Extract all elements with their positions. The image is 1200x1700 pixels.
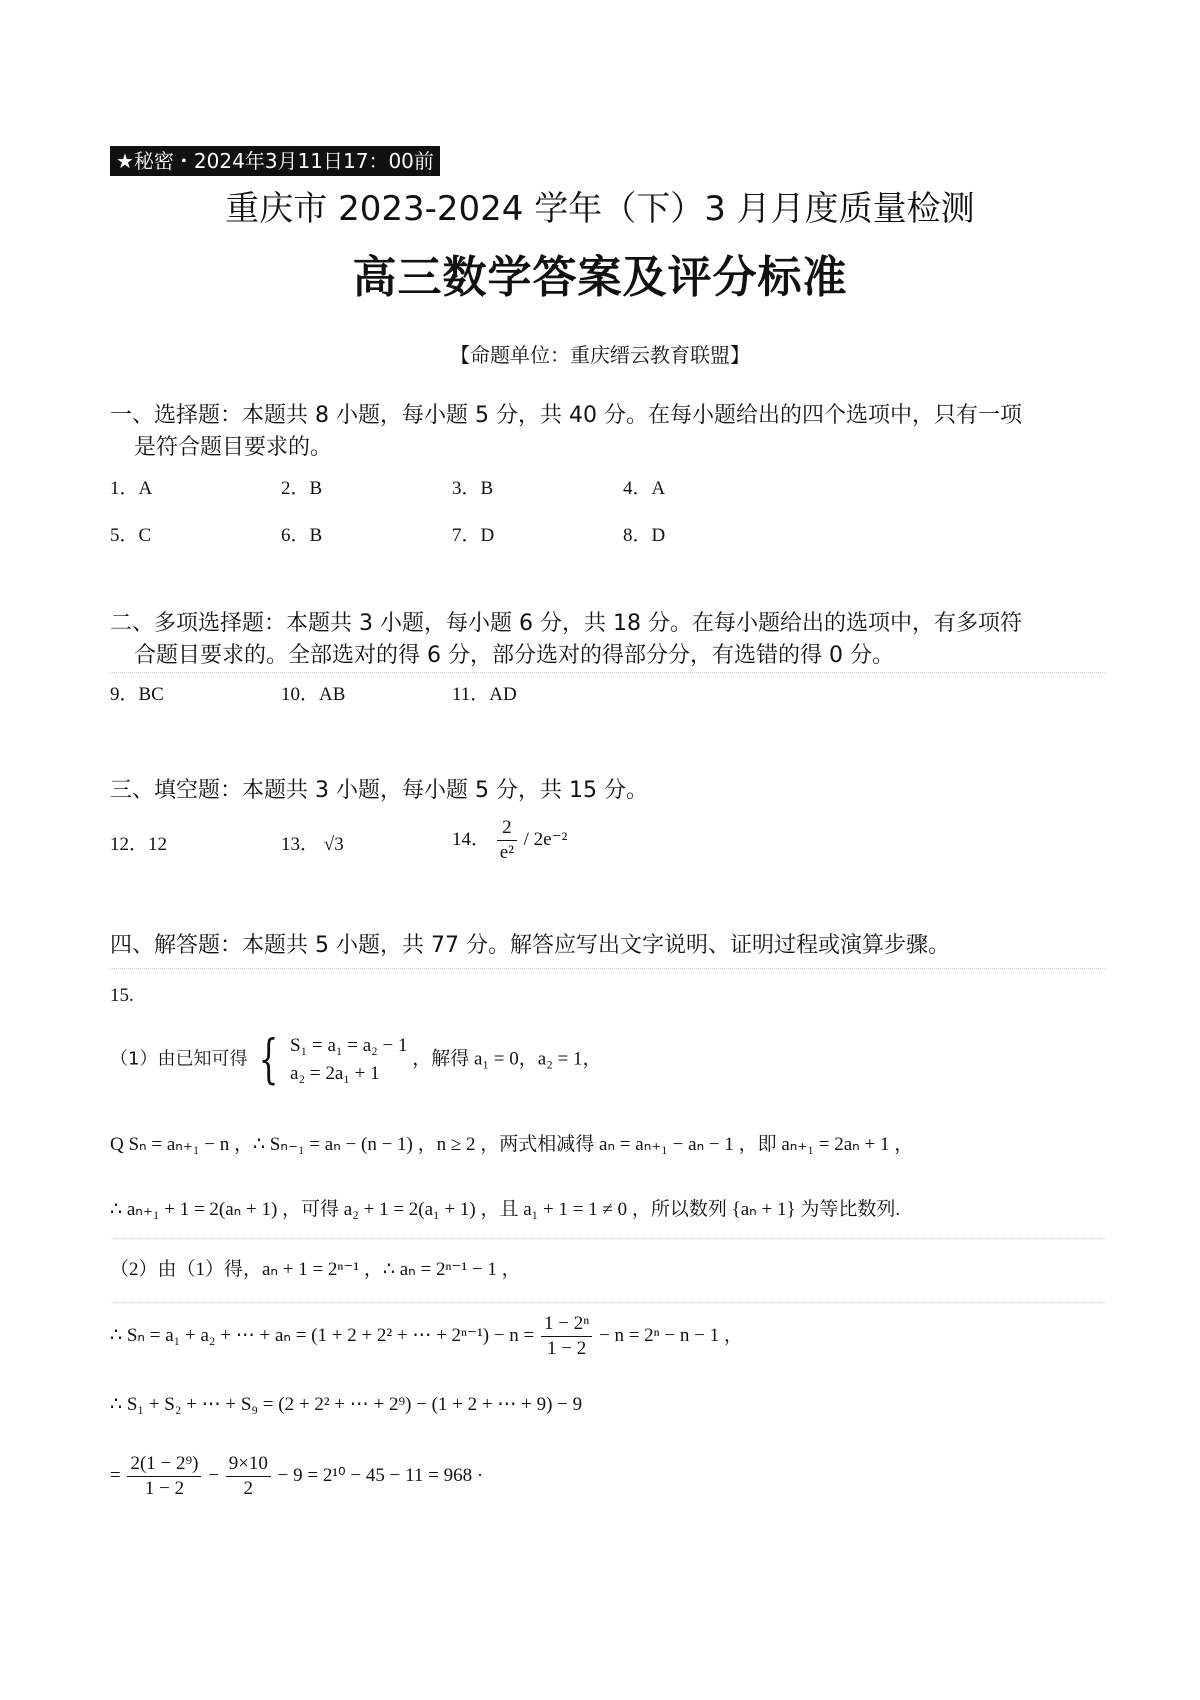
- exam-title: 重庆市 2023-2024 学年（下）3 月月度质量检测: [225, 189, 975, 229]
- section1-line2: 是符合题目要求的。: [134, 435, 333, 460]
- divider: [110, 672, 1105, 673]
- solution-final: [110, 1452, 483, 1501]
- answer-1: 1．A: [110, 478, 153, 499]
- section1-heading: [110, 400, 1100, 464]
- answer-14-numerator: 2: [497, 816, 517, 841]
- answer-key-title: 高三数学答案及评分标准: [352, 252, 848, 303]
- answer-13-value: √3: [323, 834, 344, 855]
- answer-9: 9．BC: [110, 684, 164, 705]
- section3-heading: 三、填空题：本题共 3 小题，每小题 5 分，共 15 分。: [110, 778, 648, 803]
- answer-5: 5．C: [110, 525, 152, 546]
- answer-12: 12．12: [110, 834, 168, 855]
- sum-fraction-numerator: 1 − 2ⁿ: [541, 1312, 592, 1337]
- final-fraction-2: [226, 1452, 271, 1501]
- final-fraction-1: [127, 1452, 201, 1501]
- left-brace-icon: {: [258, 1030, 279, 1090]
- part1-label: （1）由已知可得: [110, 1048, 248, 1070]
- answer-14-label: 14．: [452, 828, 491, 850]
- answer-6: 6．B: [281, 525, 323, 546]
- confidential-badge: ★秘密・2024年3月11日17：00前: [110, 146, 440, 176]
- solution-part2-line1: （2）由（1）得，aₙ + 1 = 2ⁿ⁻¹ ，∴ aₙ = 2ⁿ⁻¹ − 1 ，: [110, 1259, 521, 1280]
- solution-sum-formula: [110, 1312, 743, 1361]
- question-15-number: 15.: [110, 985, 134, 1006]
- equation-system: [290, 1032, 407, 1088]
- sum-formula-right: − n = 2ⁿ − n − 1 ，: [598, 1324, 743, 1346]
- divider: [110, 1302, 1105, 1303]
- final-result: − 9 = 2¹⁰ − 45 − 11 = 968 ·: [277, 1464, 484, 1486]
- sum-fraction-denominator: 1 − 2: [547, 1338, 587, 1359]
- issuing-unit: 【命题单位：重庆缙云教育联盟】: [450, 343, 750, 367]
- divider: [110, 1238, 1105, 1239]
- sum-formula-left: ∴ Sₙ = a₁ + a₂ + ⋯ + aₙ = (1 + 2 + 2² + ⋯ + 2ⁿ⁻¹) − n =: [110, 1324, 535, 1346]
- final-fraction-2-denominator: 2: [243, 1478, 254, 1499]
- section2-heading: [110, 608, 1100, 672]
- solution-total-sum: ∴ S₁ + S₂ + ⋯ + S₉ = (2 + 2² + ⋯ + 2⁹) − (1 + 2 + ⋯ + 9) − 9: [110, 1394, 583, 1415]
- answer-3: 3．B: [452, 478, 494, 499]
- answer-7: 7．D: [452, 525, 495, 546]
- answer-14-denominator: e²: [499, 842, 514, 863]
- final-fraction-1-denominator: 1 − 2: [144, 1478, 185, 1499]
- section4-heading: 四、解答题：本题共 5 小题，共 77 分。解答应写出文字说明、证明过程或演算步骤。: [110, 933, 950, 958]
- system-equation-2: a₂ = 2a₁ + 1: [290, 1063, 380, 1084]
- final-fraction-1-numerator: 2(1 − 2⁹): [127, 1452, 201, 1477]
- answer-13: [281, 832, 344, 858]
- answer-2: 2．B: [281, 478, 323, 499]
- final-minus: −: [208, 1464, 219, 1486]
- answer-14-alternative: / 2e⁻²: [523, 828, 568, 850]
- answer-13-label: 13．: [281, 834, 320, 855]
- solution-part1-line1: [110, 1032, 602, 1088]
- answer-4: 4．A: [623, 478, 666, 499]
- divider: [110, 968, 1105, 969]
- answer-14: [452, 816, 567, 865]
- answer-14-fraction: [497, 816, 517, 865]
- final-equals: =: [110, 1464, 121, 1486]
- solution-line2: Q Sₙ = aₙ₊₁ − n ，∴ Sₙ₋₁ = aₙ − (n − 1) ，n ≥ 2 ，两式相减得 aₙ = aₙ₊₁ − aₙ − 1 ，即 aₙ₊₁ = 2aₙ + 1 ，: [110, 1134, 914, 1155]
- answer-8: 8．D: [623, 525, 666, 546]
- solution-line3: ∴ aₙ₊₁ + 1 = 2(aₙ + 1) ，可得 a₂ + 1 = 2(a₁ + 1) ，且 a₁ + 1 = 1 ≠ 0 ，所以数列 {aₙ + 1} 为等比数列.: [110, 1199, 901, 1220]
- answer-10: 10．AB: [281, 684, 346, 705]
- section2-line2: 合题目要求的。全部选对的得 6 分，部分选对的得部分分，有选错的得 0 分。: [134, 643, 894, 668]
- answer-11: 11．AD: [452, 684, 517, 705]
- final-fraction-2-numerator: 9×10: [226, 1452, 271, 1477]
- part1-result: ，解得 a₁ = 0，a₂ = 1，: [412, 1048, 602, 1070]
- section2-line1: 二、多项选择题：本题共 3 小题，每小题 6 分，共 18 分。在每小题给出的选项中，有多项符: [110, 611, 1022, 636]
- section1-line1: 一、选择题：本题共 8 小题，每小题 5 分，共 40 分。在每小题给出的四个选项中，只有一项: [110, 403, 1022, 428]
- sum-formula-fraction: [541, 1312, 592, 1361]
- system-equation-1: S₁ = a₁ = a₂ − 1: [290, 1035, 408, 1056]
